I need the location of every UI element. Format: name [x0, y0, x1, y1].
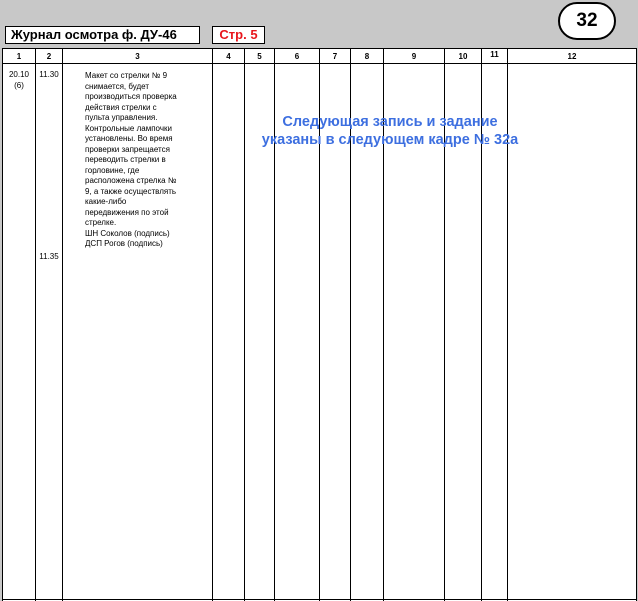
- description-line: проверки запрещается: [85, 144, 170, 154]
- entry-date-sub: (6): [14, 80, 24, 90]
- continuation-note-line: Следующая запись и задание: [282, 114, 498, 130]
- entry-date-value: 20.10: [8, 70, 30, 79]
- journal-title: Журнал осмотра ф. ДУ-46: [5, 26, 200, 44]
- description-line: стрелке.: [85, 218, 117, 227]
- description-line: установлены. Во время: [85, 134, 173, 143]
- column-header-8: 8: [364, 52, 370, 61]
- entry-time-start: 11.30: [39, 70, 59, 79]
- description-line: расположена стрелка №: [85, 176, 177, 185]
- description-line: 9, а также осуществлять: [85, 186, 177, 196]
- column-header-7: 7: [332, 52, 338, 61]
- description-line: действия стрелки с: [85, 102, 157, 112]
- column-header-4: 4: [226, 52, 231, 61]
- entry-description: [85, 71, 211, 250]
- signature-line: ДСП Рогов (подпись): [85, 239, 163, 248]
- description-line: передвижения по этой: [85, 207, 169, 217]
- column-header-2: 2: [46, 52, 52, 61]
- description-line: Макет со стрелки № 9: [85, 71, 168, 80]
- frame-number-badge: 32: [558, 2, 616, 40]
- description-line: переводить стрелки в: [85, 155, 166, 164]
- continuation-note: [200, 113, 580, 149]
- entry-time-end: 11.35: [39, 252, 59, 261]
- description-line: Контрольные лампочки: [85, 123, 172, 133]
- column-header-5: 5: [257, 52, 262, 61]
- description-line: снимается, будет: [85, 81, 150, 91]
- description-line: производиться проверка: [85, 92, 177, 101]
- column-header-12: 12: [567, 52, 577, 61]
- entry-date: [3, 70, 35, 91]
- continuation-note-line: указаны в следующем кадре № 32а: [261, 132, 519, 148]
- column-header-10: 10: [458, 52, 468, 61]
- column-header-6: 6: [294, 52, 300, 61]
- column-divider: [62, 48, 63, 601]
- description-line: какие-либо: [85, 197, 127, 206]
- description-line: пульта управления.: [85, 113, 158, 122]
- column-divider: [35, 48, 36, 601]
- column-header-9: 9: [411, 52, 417, 61]
- page-label: Стр. 5: [212, 26, 265, 44]
- description-line: горловине, где: [85, 165, 140, 175]
- column-header-3: 3: [135, 52, 140, 61]
- column-header-11: 11: [490, 50, 499, 59]
- signature-line: ШН Соколов (подпись): [85, 228, 170, 238]
- column-header-1: 1: [16, 52, 22, 61]
